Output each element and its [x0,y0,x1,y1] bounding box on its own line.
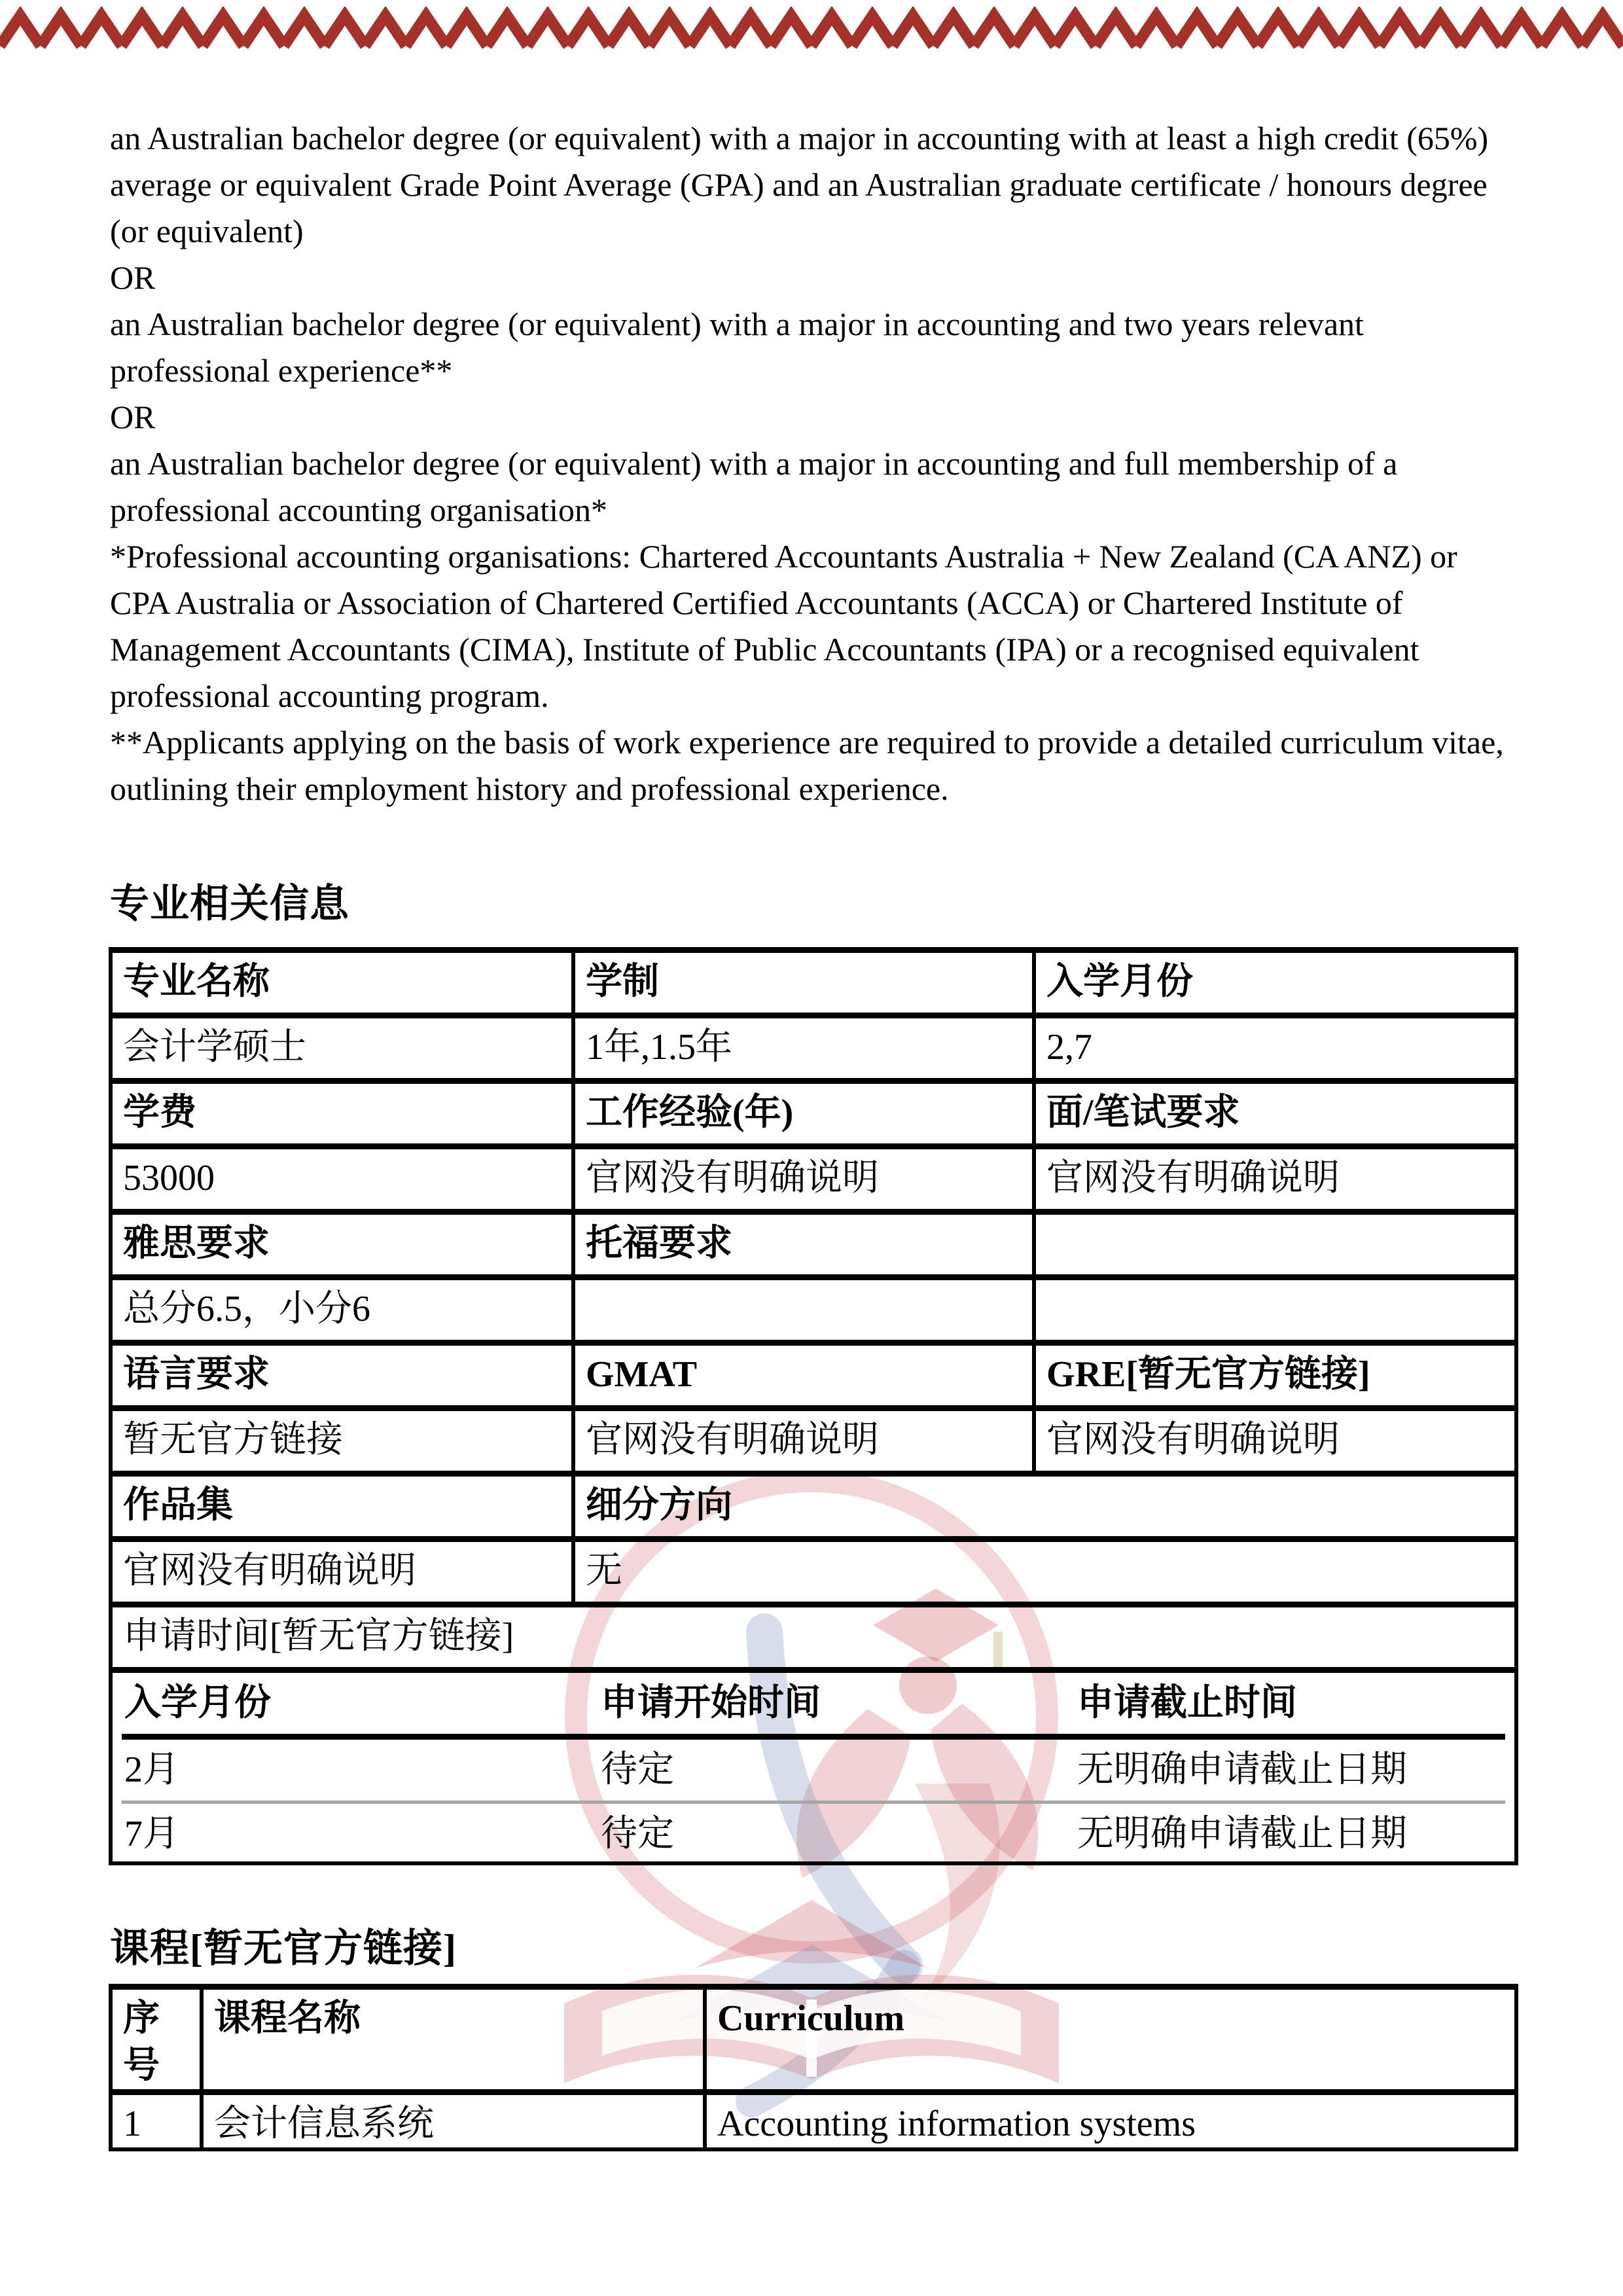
header-cell-index: 序号 [111,1987,202,2092]
cell-empty [1034,1212,1516,1278]
header-cell-language: 语言要求 [111,1343,573,1408]
cell-course-name-en: Accounting information systems [705,2092,1516,2150]
cell-gmat: 官网没有明确说明 [573,1408,1034,1474]
schedule-cell-intake: 2月 [124,1749,179,1790]
schedule-header-deadline: 申请截止时间 [1077,1683,1297,1723]
header-cell-course-name-cn: 课程名称 [202,1987,705,2092]
schedule-header-open: 申请开始时间 [600,1683,821,1723]
requirement-paragraph: an Australian bachelor degree (or equivalent) with a major in accounting and full membership of a professional accounting organisation* [110,445,1398,528]
program-info-table [109,947,1518,1865]
header-cell-duration: 学制 [573,950,1034,1016]
table-row [111,1987,1516,2092]
cell-interview-test: 官网没有明确说明 [1034,1147,1516,1212]
cell-work-experience: 官网没有明确说明 [573,1147,1034,1212]
cell-tuition: 53000 [111,1147,573,1212]
table-row [111,1147,1516,1212]
schedule-header-row [122,1673,1505,1740]
header-cell-program-name: 专业名称 [111,950,573,1016]
schedule-cell-open: 待定 [600,1749,674,1790]
table-row [111,1474,1516,1539]
zigzag-border-icon [0,7,1623,56]
header-cell-course-name-en: Curriculum [705,1987,1516,2092]
table-row [111,1539,1516,1605]
table-row [111,1016,1516,1081]
admission-requirements [110,115,1518,812]
section-title-curriculum: 课程[暂无官方链接] [110,1927,457,1970]
cell-specialisation: 无 [573,1539,1516,1605]
table-row [111,1212,1516,1278]
table-row [111,1408,1516,1474]
schedule-cell-open: 待定 [600,1814,674,1854]
header-cell-work-experience: 工作经验(年) [573,1081,1034,1147]
cell-intake-month: 2,7 [1034,1016,1516,1081]
table-row [111,1605,1516,1670]
curriculum-table [109,1984,1518,2151]
table-row [111,1278,1516,1343]
requirement-paragraph: an Australian bachelor degree (or equivalent) with a major in accounting with at least a high credit (65%) average or equivalent Grade Point Average (GPA) and an Australian graduate certificate / honours degree (or equivalent) [110,120,1489,249]
cell-ielts-score: 总分6.5，小分6 [111,1278,573,1343]
schedule-cell-deadline: 无明确申请截止日期 [1077,1749,1407,1790]
cell-course-index: 1 [111,2092,202,2150]
footnote-work-experience: **Applicants applying on the basis of work experience are required to provide a detailed curriculum vitae, outlining their employment history and professional experience. [110,724,1504,807]
header-cell-portfolio: 作品集 [111,1474,573,1539]
header-cell-tuition: 学费 [111,1081,573,1147]
header-cell-intake-month: 入学月份 [1034,950,1516,1016]
schedule-row [122,1740,1505,1804]
section-title-program-info: 专业相关信息 [110,882,349,925]
cell-duration: 1年,1.5年 [573,1016,1034,1081]
header-cell-gre: GRE[暂无官方链接] [1034,1343,1516,1408]
table-row-schedule [111,1670,1516,1864]
table-row [111,1081,1516,1147]
schedule-cell-intake: 7月 [124,1814,179,1854]
schedule-cell-deadline: 无明确申请截止日期 [1077,1814,1407,1854]
cell-language: 暂无官方链接 [111,1408,573,1474]
cell-portfolio: 官网没有明确说明 [111,1539,573,1605]
or-separator: OR [110,399,156,435]
cell-empty [573,1278,1034,1343]
cell-empty [1034,1278,1516,1343]
table-row [111,950,1516,1016]
schedule-subtable [111,1670,1516,1864]
header-cell-interview-test: 面/笔试要求 [1034,1081,1516,1147]
header-cell-ielts: 雅思要求 [111,1212,573,1278]
table-row [111,2092,1516,2150]
header-cell-specialisation: 细分方向 [573,1474,1516,1539]
requirement-paragraph: an Australian bachelor degree (or equivalent) with a major in accounting and two years relevant professional experience** [110,306,1364,389]
footnote-professional-orgs: *Professional accounting organisations: Chartered Accountants Australia + New Zealand (CA ANZ) or CPA Australia or Association of Chartered Certified Accountants (ACCA) or Chartered Institute of Management Accountants (CIMA), Institute of Public Accountants (IPA) or a recognised equivalent professional accounting program. [110,538,1457,714]
cell-course-name-cn: 会计信息系统 [202,2092,705,2150]
cell-gre: 官网没有明确说明 [1034,1408,1516,1474]
schedule-header-intake: 入学月份 [124,1683,271,1723]
header-cell-toefl: 托福要求 [573,1212,1034,1278]
or-separator: OR [110,259,156,296]
cell-program-name: 会计学硕士 [111,1016,573,1081]
cell-application-time: 申请时间[暂无官方链接] [111,1605,1516,1670]
header-cell-gmat: GMAT [573,1343,1034,1408]
schedule-row [122,1804,1505,1861]
table-row [111,1343,1516,1408]
